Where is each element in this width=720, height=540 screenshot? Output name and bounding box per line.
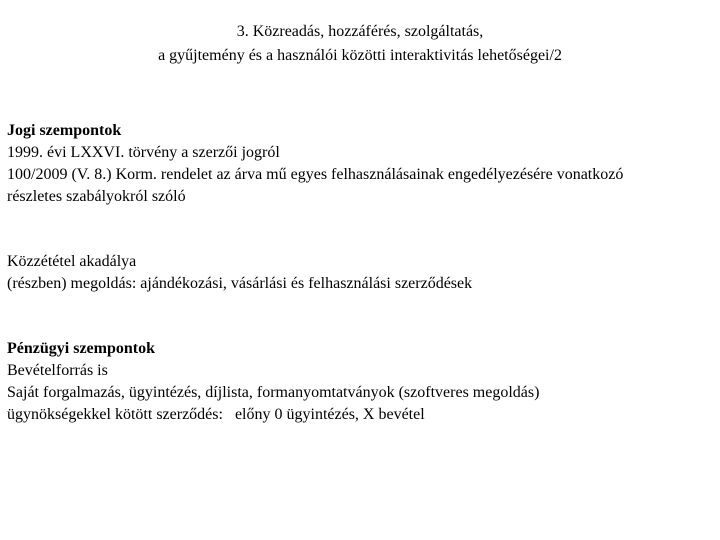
legal-aspects-heading: Jogi szempontok bbox=[7, 122, 122, 139]
publication-obstacle-section bbox=[7, 251, 713, 295]
legal-aspects-section bbox=[7, 120, 713, 208]
financial-line-1: Bevételforrás is bbox=[7, 362, 108, 379]
slide-title-line-1: 3. Közreadás, hozzáférés, szolgáltatás, bbox=[236, 23, 484, 40]
legal-line-2: 100/2009 (V. 8.) Korm. rendelet az árva mű egyes felhasználásainak engedélyezésére vonatkozó bbox=[7, 166, 624, 183]
slide-title bbox=[0, 20, 720, 68]
publication-line-1: Közzététel akadálya bbox=[7, 253, 137, 270]
financial-aspects-heading: Pénzügyi szempontok bbox=[7, 340, 155, 357]
slide-title-line-2: a gyűjtemény és a használói közötti interaktivitás lehetőségei/2 bbox=[158, 47, 562, 64]
financial-line-2: Saját forgalmazás, ügyintézés, díjlista, formanyomtatványok (szoftveres megoldás) bbox=[7, 384, 540, 401]
publication-line-2: (részben) megoldás: ajándékozási, vásárlási és felhasználási szerződések bbox=[7, 275, 473, 292]
legal-line-1: 1999. évi LXXVI. törvény a szerzői jogról bbox=[7, 144, 280, 161]
legal-line-3: részletes szabályokról szóló bbox=[7, 188, 186, 205]
financial-line-3: ügynökségekkel kötött szerződés: előny 0 ügyintézés, X bevétel bbox=[7, 406, 425, 423]
financial-aspects-section bbox=[7, 338, 713, 426]
